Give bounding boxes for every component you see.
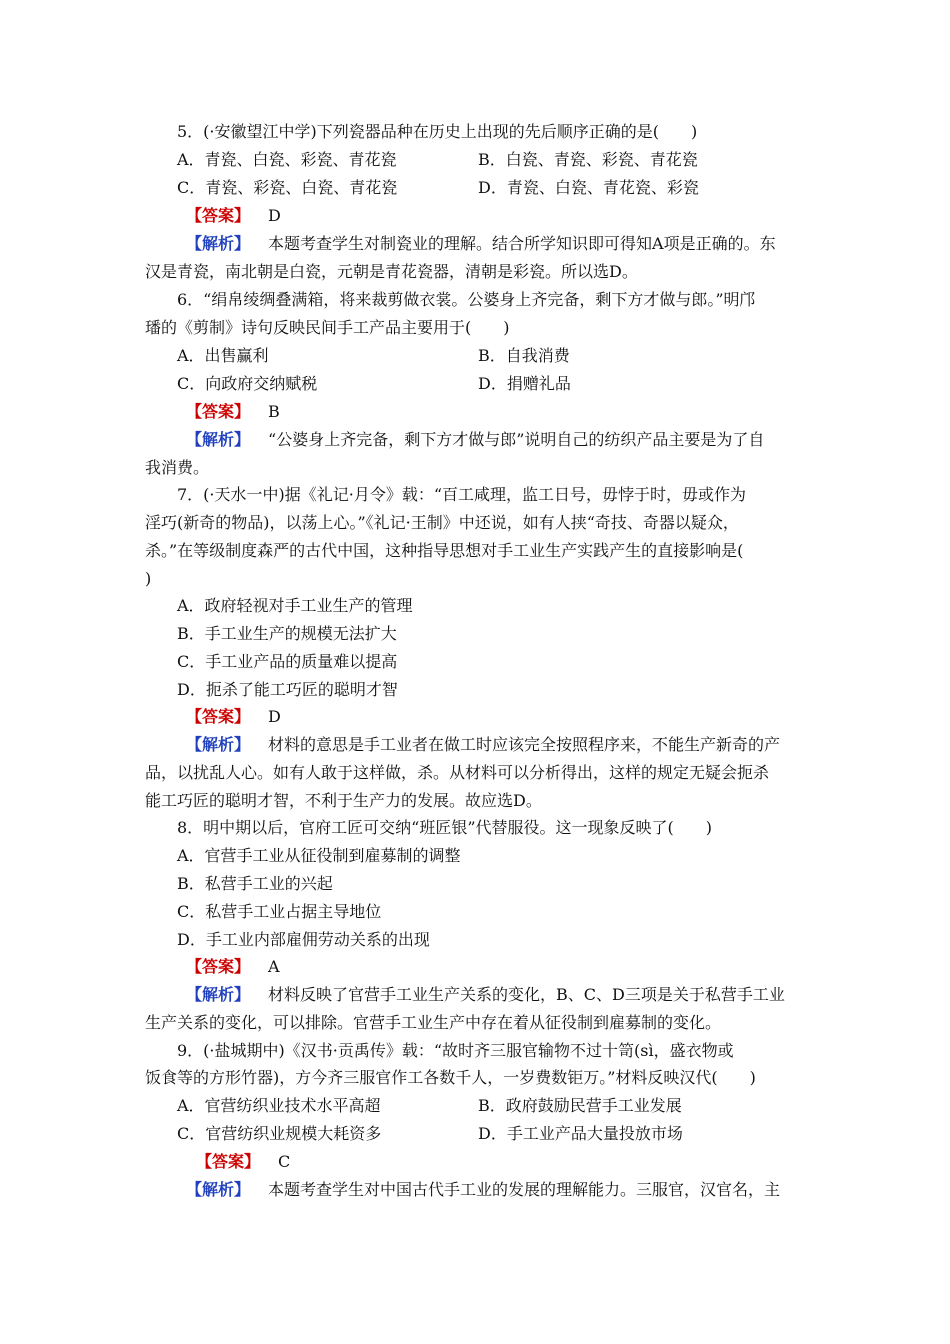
q9-analysis-text-1: 本题考查学生对中国古代手工业的发展的理解能力。三服官，汉官名，主 — [268, 1180, 781, 1199]
answer-tag: 【答案】 — [186, 402, 251, 421]
q8-answer: A — [268, 957, 280, 976]
q6-option-b: B．自我消费 — [478, 346, 570, 365]
q5-stem: 5．(·安徽望江中学)下列瓷器品种在历史上出现的先后顺序正确的是( ) — [177, 122, 698, 141]
q9-answer: C — [278, 1152, 291, 1171]
q8-analysis-line-2: 生产关系的变化，可以排除。官营手工业生产中存在着从征役制到雇募制的变化。 — [145, 1013, 722, 1032]
q8-answer-line — [186, 956, 280, 978]
q6-stem-line-1: 6．“绢帛绫绸叠满箱，将来裁剪做衣裳。公婆身上齐完备，剩下方才做与郎。”明邝 — [177, 290, 756, 309]
q7-stem-line-1: 7．(·天水一中)据《礼记·月令》载：“百工咸理，监工日号，毋悖于时，毋或作为 — [177, 485, 747, 504]
q9-option-a: A．官营纺织业技术水平高超 — [177, 1096, 381, 1115]
q6-stem-line-2: 璠的《剪制》诗句反映民间手工产品主要用于( ) — [145, 318, 510, 337]
analysis-tag: 【解析】 — [186, 735, 251, 754]
q8-option-d: D．手工业内部雇佣劳动关系的出现 — [177, 930, 430, 949]
q6-analysis-text-1: “公婆身上齐完备，剩下方才做与郎”说明自己的纺织产品主要是为了自 — [268, 430, 765, 449]
analysis-tag: 【解析】 — [186, 234, 251, 253]
q7-analysis-line-2: 品，以扰乱人心。如有人敢于这样做，杀。从材料可以分析得出，这样的规定无疑会扼杀 — [145, 763, 770, 782]
q8-option-c: C．私营手工业占据主导地位 — [177, 902, 382, 921]
q9-option-b: B．政府鼓励民营手工业发展 — [478, 1096, 682, 1115]
analysis-tag: 【解析】 — [186, 985, 251, 1004]
q6-analysis-line-1 — [186, 429, 764, 451]
q9-stem-line-1: 9．(·盐城期中)《汉书·贡禹传》载：“故时齐三服官输物不过十笥(sì，盛衣物或 — [177, 1041, 734, 1060]
q5-analysis-text-1: 本题考查学生对制瓷业的理解。结合所学知识即可得知A项是正确的。东 — [268, 234, 776, 253]
q8-option-a: A．官营手工业从征役制到雇募制的调整 — [177, 846, 461, 865]
q7-analysis-text-1: 材料的意思是手工业者在做工时应该完全按照程序来，不能生产新奇的产 — [268, 735, 781, 754]
q9-option-d: D．手工业产品大量投放市场 — [478, 1124, 683, 1143]
q9-option-c: C．官营纺织业规模大耗资多 — [177, 1124, 382, 1143]
q8-stem: 8．明中期以后，官府工匠可交纳“班匠银”代替服役。这一现象反映了( ) — [177, 818, 713, 837]
answer-tag: 【答案】 — [196, 1152, 261, 1171]
q7-answer-line — [186, 706, 281, 728]
analysis-tag: 【解析】 — [186, 1180, 251, 1199]
q8-analysis-line-1 — [186, 984, 785, 1006]
q6-analysis-line-2: 我消费。 — [145, 458, 210, 477]
q5-answer-line — [186, 205, 281, 227]
answer-tag: 【答案】 — [186, 707, 251, 726]
answer-tag: 【答案】 — [186, 206, 251, 225]
q8-analysis-text-1: 材料反映了官营手工业生产关系的变化，B、C、D三项是关于私营手工业 — [268, 985, 785, 1004]
q5-answer: D — [268, 206, 281, 225]
q7-option-c: C．手工业产品的质量难以提高 — [177, 652, 398, 671]
q7-stem-line-2: 淫巧(新奇的物品)，以荡上心。”《礼记·王制》中还说，如有人挟“奇技、奇器以疑众， — [145, 513, 739, 532]
q9-stem-line-2: 饭食等的方形竹器)，方今齐三服官作工各数千人，一岁费数钜万。”材料反映汉代( ) — [145, 1068, 756, 1087]
q8-option-b: B．私营手工业的兴起 — [177, 874, 333, 893]
q6-option-c: C．向政府交纳赋税 — [177, 374, 318, 393]
q7-option-a: A．政府轻视对手工业生产的管理 — [177, 596, 413, 615]
answer-tag: 【答案】 — [186, 957, 251, 976]
q7-option-d: D．扼杀了能工巧匠的聪明才智 — [177, 680, 398, 699]
q5-analysis-line-1 — [186, 233, 776, 255]
analysis-tag: 【解析】 — [186, 430, 251, 449]
q7-analysis-line-3: 能工巧匠的聪明才智，不利于生产力的发展。故应选D。 — [145, 791, 542, 810]
q7-analysis-line-1 — [186, 734, 780, 756]
q7-stem-line-3: 杀。”在等级制度森严的古代中国，这种指导思想对手工业生产实践产生的直接影响是( — [145, 541, 744, 560]
q5-option-b: B．白瓷、青瓷、彩瓷、青花瓷 — [478, 150, 698, 169]
q7-answer: D — [268, 707, 281, 726]
q7-option-b: B．手工业生产的规模无法扩大 — [177, 624, 397, 643]
q5-analysis-line-2: 汉是青瓷，南北朝是白瓷，元朝是青花瓷器，清朝是彩瓷。所以选D。 — [145, 262, 638, 281]
q5-option-d: D．青瓷、白瓷、青花瓷、彩瓷 — [478, 178, 699, 197]
q6-option-a: A．出售赢利 — [177, 346, 269, 365]
q7-stem-line-4: ) — [145, 569, 152, 588]
q5-option-a: A．青瓷、白瓷、彩瓷、青花瓷 — [177, 150, 397, 169]
q9-answer-line — [196, 1151, 290, 1173]
q6-answer: B — [268, 402, 280, 421]
q6-answer-line — [186, 401, 280, 423]
q6-option-d: D．捐赠礼品 — [478, 374, 571, 393]
q9-analysis-line-1 — [186, 1179, 780, 1201]
q5-option-c: C．青瓷、彩瓷、白瓷、青花瓷 — [177, 178, 398, 197]
